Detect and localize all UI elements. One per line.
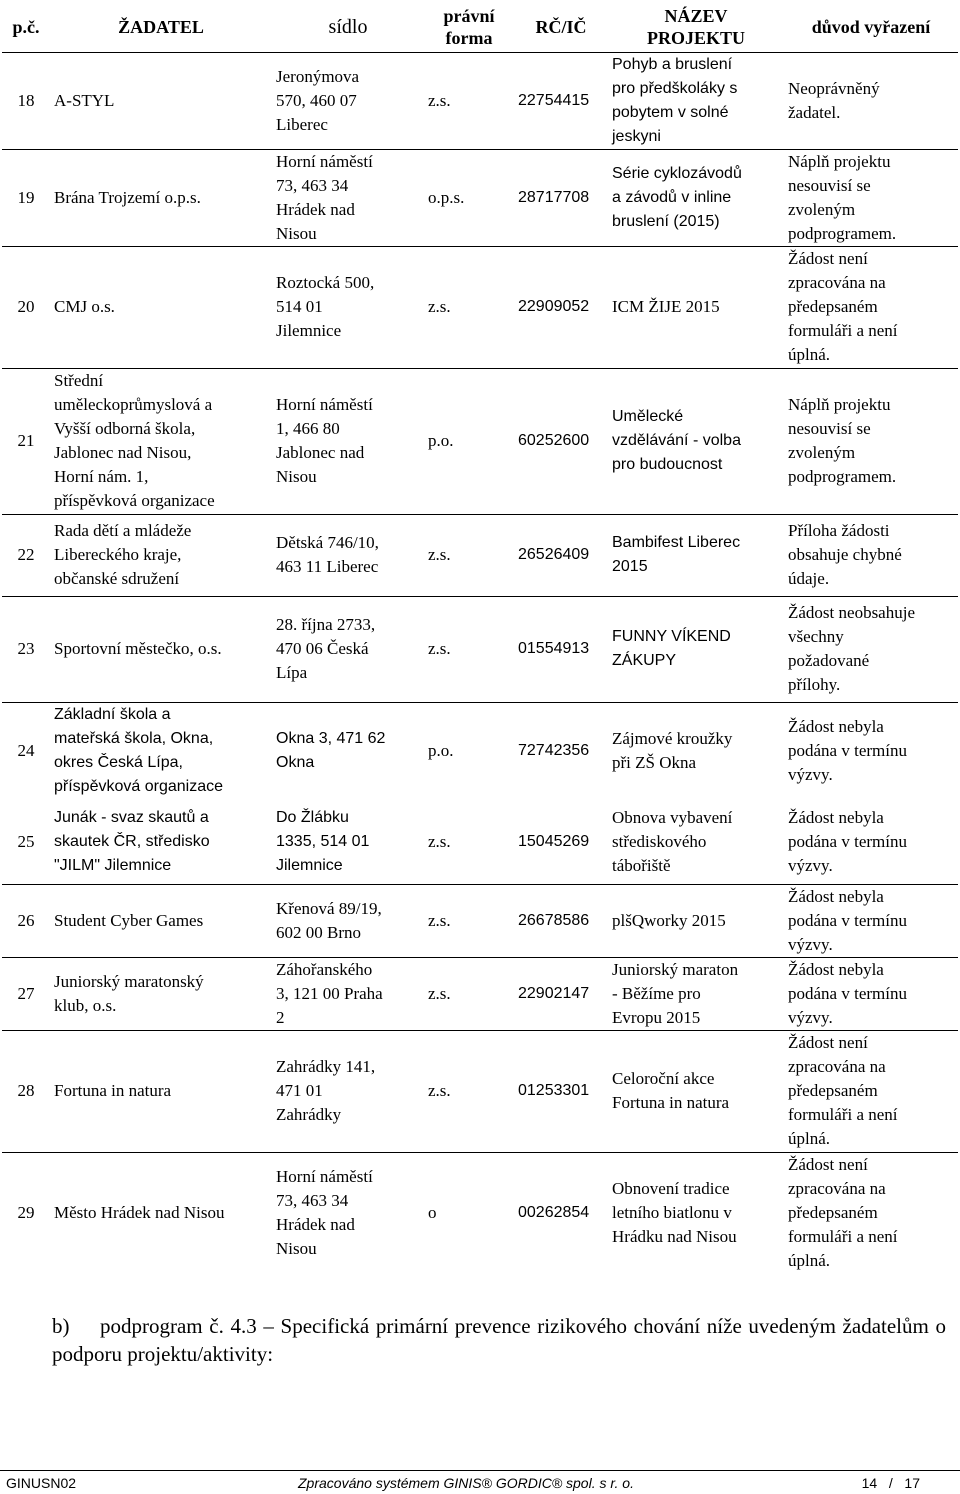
row-ico: 72742356 [518, 742, 590, 760]
row-duvod: Neoprávněný žadatel. [788, 78, 880, 122]
note-label: b) [52, 1314, 70, 1338]
footer-page-number: 14 / 17 [861, 1475, 920, 1491]
row-duvod: Žádost nebyla podána v termínu výzvy. [788, 959, 907, 1027]
row-forma: p.o. [428, 431, 454, 450]
table-row [2, 596, 958, 702]
row-number: 24 [17, 741, 35, 761]
row-forma: z.s. [428, 545, 451, 564]
row-zadatel: A-STYL [54, 90, 115, 110]
row-ico: 26526409 [518, 546, 590, 563]
header-duvod: důvod vyřazení [811, 16, 931, 37]
row-number: 21 [17, 431, 35, 450]
row-duvod: Žádost nebyla podána v termínu výzvy. [788, 886, 907, 954]
row-ico: 22902147 [518, 984, 590, 1002]
row-zadatel: Juniorský maratonský klub, o.s. [54, 971, 204, 1015]
table-row [2, 514, 958, 596]
subprogram-note [52, 1312, 946, 1368]
row-forma: z.s. [428, 831, 451, 851]
row-zadatel: Základní škola a mateřská škola, Okna, okres Česká Lípa, příspěvková organizace [54, 706, 223, 796]
row-ico: 22909052 [518, 298, 590, 315]
row-ico: 60252600 [518, 432, 590, 449]
row-sidlo: Horní náměstí 73, 463 34 Hrádek nad Nisou [276, 1167, 373, 1259]
table-header-row [2, 2, 958, 52]
row-forma: o.p.s. [428, 187, 465, 207]
footer-generator: Zpracováno systémem GINIS® GORDIC® spol. s r. o. [298, 1475, 634, 1491]
header-sidlo: sídlo [328, 15, 368, 38]
row-sidlo: Jeronýmova 570, 460 07 Liberec [276, 66, 360, 134]
row-projekt: Pohyb a bruslení pro předškoláky s pobytem v solné jeskyni [612, 55, 738, 145]
row-zadatel: CMJ o.s. [54, 297, 115, 316]
row-zadatel: Město Hrádek nad Nisou [54, 1203, 225, 1223]
row-projekt: Obnovení tradice letního biatlonu v Hrádku nad Nisou [612, 1179, 737, 1247]
row-zadatel: Sportovní městečko, o.s. [54, 639, 222, 658]
row-forma: z.s. [428, 983, 451, 1003]
row-number: 20 [17, 297, 35, 316]
row-ico: 26678586 [518, 911, 590, 929]
row-forma: z.s. [428, 297, 451, 316]
row-ico: 01554913 [518, 640, 590, 657]
table-row [2, 884, 958, 957]
row-number: 26 [17, 910, 35, 930]
row-sidlo: Roztocká 500, 514 01 Jilemnice [276, 273, 375, 340]
row-sidlo: Do Žlábku 1335, 514 01 Jilemnice [276, 808, 370, 874]
row-forma: o [428, 1203, 437, 1223]
table-row [2, 149, 958, 246]
table-row [2, 52, 958, 149]
row-sidlo: Okna 3, 471 62 Okna [276, 730, 386, 772]
row-projekt: Série cyklozávodů a závodů v inline bruslení (2015) [612, 164, 742, 230]
table-row [2, 957, 958, 1030]
row-sidlo: Křenová 89/19, 602 00 Brno [276, 898, 382, 942]
row-sidlo: Záhořanského 3, 121 00 Praha 2 [276, 959, 383, 1027]
row-ico: 01253301 [518, 1082, 590, 1099]
row-sidlo: Zahrádky 141, 471 01 Zahrádky [276, 1057, 376, 1124]
table-row [2, 368, 958, 514]
note-text: podprogram č. 4.3 – Specifická primární prevence rizikového chování níže uvedeným žadatelům o podporu projektu/aktivity: [52, 1314, 946, 1366]
header-rcic: RČ/IČ [535, 16, 587, 37]
row-projekt: plšQworky 2015 [612, 910, 726, 930]
row-number: 29 [17, 1203, 35, 1223]
row-projekt: Umělecké vzdělávání - volba pro budoucnost [612, 408, 741, 473]
row-number: 28 [17, 1081, 35, 1100]
header-pc: p.č. [12, 16, 40, 37]
row-zadatel: Junák - svaz skautů a skautek ČR, středisko "JILM" Jilemnice [54, 808, 210, 874]
row-ico: 00262854 [518, 1204, 590, 1222]
row-number: 19 [17, 187, 35, 207]
row-ico: 15045269 [518, 832, 590, 850]
row-number: 23 [17, 639, 35, 658]
table-row [2, 1030, 958, 1152]
row-number: 22 [17, 545, 35, 564]
row-projekt: FUNNY VÍKEND ZÁKUPY [612, 628, 731, 669]
table-row [2, 800, 958, 884]
row-sidlo: 28. října 2733, 470 06 Česká Lípa [276, 615, 376, 682]
row-sidlo: Dětská 746/10, 463 11 Liberec [276, 533, 379, 576]
row-forma: p.o. [428, 741, 454, 761]
row-zadatel: Střední uměleckoprůmyslová a Vyšší odborná škola, Jablonec nad Nisou, Horní nám. 1, příspěvková organizace [54, 371, 215, 510]
row-sidlo: Horní náměstí 1, 466 80 Jablonec nad Nisou [276, 395, 373, 486]
row-duvod: Žádost není zpracována na předepsaném formuláři a není úplná. [788, 1155, 898, 1271]
row-projekt: ICM ŽIJE 2015 [612, 297, 720, 316]
table-row [2, 1152, 958, 1274]
row-forma: z.s. [428, 90, 451, 110]
footer-divider [0, 1470, 960, 1471]
header-nazev: NÁZEV PROJEKTU [646, 5, 745, 48]
row-zadatel: Fortuna in natura [54, 1081, 172, 1100]
row-zadatel: Brána Trojzemí o.p.s. [54, 187, 201, 207]
row-projekt: Juniorský maraton - Běžíme pro Evropu 2015 [612, 959, 739, 1027]
row-ico: 28717708 [518, 188, 590, 206]
row-projekt: Zájmové kroužky při ZŠ Okna [612, 729, 733, 773]
row-projekt: Celoroční akce Fortuna in natura [612, 1069, 730, 1112]
row-duvod: Žádost nebyla podána v termínu výzvy. [788, 807, 907, 875]
row-forma: z.s. [428, 910, 451, 930]
row-number: 18 [17, 90, 35, 110]
rejected-applicants-table [2, 2, 958, 1274]
row-number: 27 [17, 983, 35, 1003]
table-row [2, 246, 958, 368]
row-zadatel: Student Cyber Games [54, 910, 204, 930]
row-duvod: Žádost neobsahuje všechny požadované přílohy. [788, 603, 915, 694]
row-projekt: Bambifest Liberec 2015 [612, 534, 741, 575]
footer-doc-code: GINUSN02 [6, 1475, 77, 1491]
row-duvod: Žádost není zpracována na předepsaném formuláři a není úplná. [788, 249, 898, 364]
row-duvod: Náplň projektu nesouvisí se zvoleným podprogramem. [788, 395, 897, 486]
row-forma: z.s. [428, 639, 451, 658]
row-zadatel: Rada dětí a mládeže Libereckého kraje, občanské sdružení [54, 521, 192, 588]
table-row [2, 702, 958, 800]
header-pravni-forma: právní forma [443, 5, 495, 48]
row-ico: 22754415 [518, 91, 590, 109]
row-duvod: Příloha žádosti obsahuje chybné údaje. [788, 521, 902, 588]
row-duvod: Žádost není zpracována na předepsaném formuláři a není úplná. [788, 1033, 898, 1148]
page-footer [6, 1474, 954, 1492]
header-zadatel: ŽADATEL [118, 16, 204, 37]
row-duvod: Náplň projektu nesouvisí se zvoleným podprogramem. [788, 151, 897, 243]
row-number: 25 [17, 831, 35, 851]
row-projekt: Obnova vybavení střediskového tábořiště [612, 807, 733, 875]
row-duvod: Žádost nebyla podána v termínu výzvy. [788, 717, 907, 785]
row-sidlo: Horní náměstí 73, 463 34 Hrádek nad Nisou [276, 151, 373, 243]
row-forma: z.s. [428, 1081, 451, 1100]
